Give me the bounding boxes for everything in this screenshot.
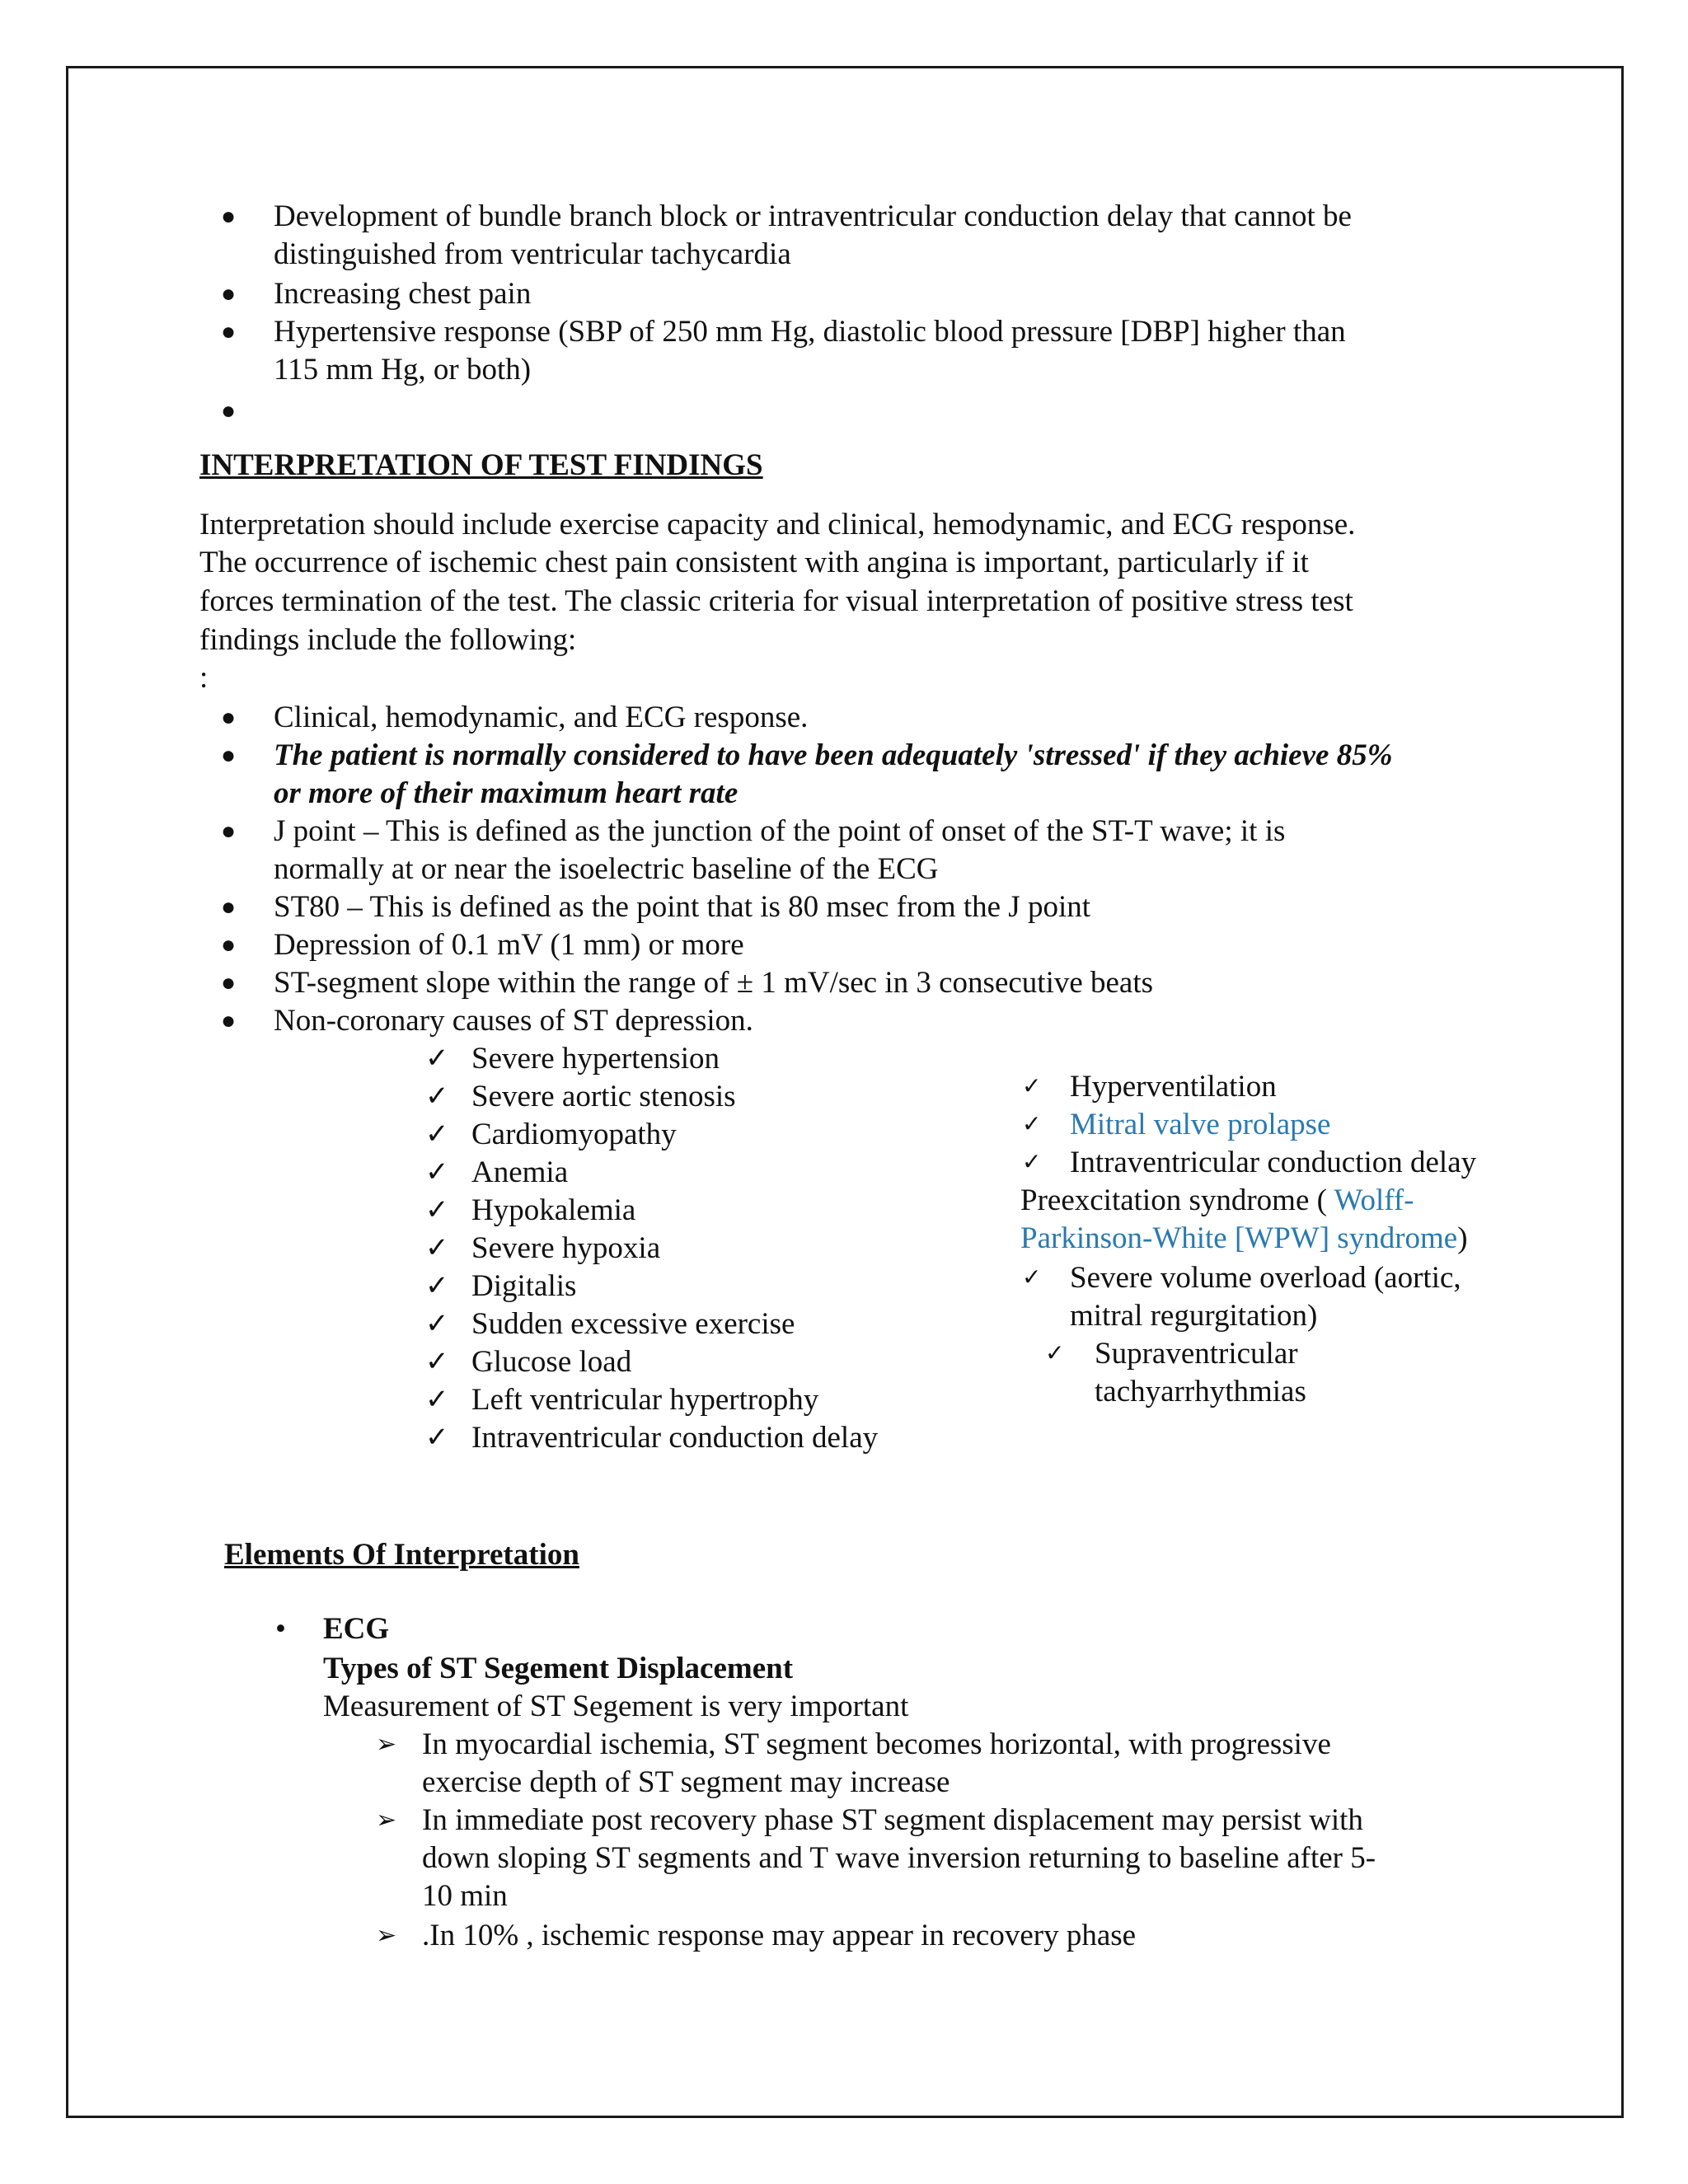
list-item: Sudden excessive exercise	[471, 1307, 795, 1341]
list-item: Left ventricular hypertrophy	[471, 1383, 819, 1417]
list-item: Glucose load	[471, 1345, 632, 1379]
list-item: Digitalis	[471, 1269, 577, 1303]
check-icon: ✓	[425, 1157, 449, 1188]
preexcitation-text: Preexcitation syndrome (	[1020, 1183, 1327, 1217]
bullet-icon: ●	[221, 893, 237, 921]
bullet-text: J point – This is defined as the junction of the point of onset of the ST-T wave; it is	[274, 814, 1286, 848]
point-text: In myocardial ischemia, ST segment becomes horizontal, with progressive	[422, 1727, 1331, 1761]
bullet-text: Increasing chest pain	[274, 277, 532, 311]
check-icon: ✓	[1045, 1341, 1065, 1366]
wpw-link[interactable]: Parkinson-White [WPW] syndrome	[1020, 1221, 1458, 1255]
bullet-text: Clinical, hemodynamic, and ECG response.	[274, 701, 809, 734]
list-item: Severe aortic stenosis	[471, 1080, 736, 1113]
arrow-bullet-icon: ➢	[376, 1922, 397, 1949]
bullet-icon: ●	[221, 742, 237, 769]
list-item: mitral regurgitation)	[1070, 1299, 1318, 1333]
bullet-text: 115 mm Hg, or both)	[274, 353, 532, 387]
list-item: Intraventricular conduction delay	[1070, 1146, 1477, 1179]
point-text: exercise depth of ST segment may increase	[422, 1765, 950, 1799]
arrow-bullet-icon: ➢	[376, 1807, 397, 1834]
bullet-text: Hypertensive response (SBP of 250 mm Hg, diastolic blood pressure [DBP] higher than	[274, 315, 1346, 349]
list-item: Hyperventilation	[1070, 1070, 1277, 1104]
bullet-text: ST80 – This is defined as the point that is 80 msec from the J point	[274, 890, 1091, 924]
check-icon: ✓	[425, 1271, 449, 1301]
check-icon: ✓	[425, 1119, 449, 1150]
list-item: Cardiomyopathy	[471, 1118, 677, 1151]
bullet-icon: ●	[221, 318, 237, 345]
check-icon: ✓	[1022, 1112, 1042, 1137]
bullet-icon: •	[275, 1612, 286, 1646]
list-item: Supraventricular	[1095, 1337, 1298, 1371]
bullet-text: ST-segment slope within the range of ± 1 mV/sec in 3 consecutive beats	[274, 966, 1154, 1000]
point-text: 10 min	[422, 1879, 508, 1913]
list-item: Intraventricular conduction delay	[471, 1421, 879, 1455]
list-item: Anemia	[471, 1155, 569, 1189]
bullet-icon: ●	[221, 818, 237, 845]
check-icon: ✓	[425, 1347, 449, 1377]
bullet-icon: ●	[221, 203, 237, 230]
check-icon: ✓	[1022, 1265, 1042, 1291]
bullet-icon: ●	[221, 969, 237, 996]
paragraph-line: findings include the following:	[199, 623, 577, 657]
list-item: Hypokalemia	[471, 1193, 636, 1227]
check-icon: ✓	[1022, 1150, 1042, 1175]
preexcitation-line	[1020, 1182, 1414, 1220]
arrow-bullet-icon: ➢	[376, 1731, 397, 1758]
check-icon: ✓	[425, 1043, 449, 1074]
preexcitation-line	[1020, 1220, 1468, 1258]
bullet-text: The patient is normally considered to have been adequately 'stressed' if they achieve 85%	[274, 738, 1393, 772]
bullet-text: or more of their maximum heart rate	[274, 776, 738, 810]
subheading: Types of ST Segement Displacement	[323, 1652, 794, 1685]
bullet-icon: ●	[221, 1007, 237, 1034]
check-icon: ✓	[425, 1309, 449, 1339]
list-item: Severe hypoxia	[471, 1231, 661, 1265]
bullet-text: distinguished from ventricular tachycardia	[274, 237, 791, 271]
check-icon: ✓	[425, 1233, 449, 1263]
intro-text: Measurement of ST Segement is very important	[323, 1690, 909, 1723]
bullet-icon: ●	[221, 931, 237, 958]
bullet-text: Depression of 0.1 mV (1 mm) or more	[274, 928, 744, 962]
section-heading: Elements Of Interpretation	[224, 1538, 579, 1572]
wpw-link[interactable]: Wolff-	[1326, 1183, 1414, 1217]
bullet-text: normally at or near the isoelectric baseline of the ECG	[274, 852, 939, 886]
section-heading: INTERPRETATION OF TEST FINDINGS	[199, 448, 763, 482]
check-icon: ✓	[425, 1385, 449, 1415]
paragraph-line: Interpretation should include exercise capacity and clinical, hemodynamic, and ECG response.	[199, 508, 1356, 541]
preexcitation-text: )	[1457, 1221, 1468, 1255]
check-icon: ✓	[425, 1195, 449, 1226]
list-item: tachyarrhythmias	[1095, 1375, 1306, 1408]
list-item: Severe hypertension	[471, 1042, 720, 1076]
check-icon: ✓	[425, 1422, 449, 1453]
paragraph-line: :	[199, 661, 209, 695]
point-text: down sloping ST segments and T wave inversion returning to baseline after 5-	[422, 1841, 1376, 1875]
bullet-icon: ●	[221, 704, 237, 731]
check-icon: ✓	[425, 1081, 449, 1112]
paragraph-line: forces termination of the test. The classic criteria for visual interpretation of positive stress test	[199, 584, 1353, 618]
point-text: .In 10% , ischemic response may appear in recovery phase	[422, 1919, 1137, 1952]
bullet-icon: ●	[221, 280, 237, 307]
bullet-text: Non-coronary causes of ST depression.	[274, 1004, 753, 1038]
bullet-icon: ●	[221, 397, 237, 424]
mitral-valve-prolapse-link[interactable]: Mitral valve prolapse	[1070, 1108, 1331, 1141]
list-item: Severe volume overload (aortic,	[1070, 1261, 1461, 1295]
paragraph-line: The occurrence of ischemic chest pain consistent with angina is important, particularly if it	[199, 546, 1309, 579]
bullet-text: Development of bundle branch block or intraventricular conduction delay that cannot be	[274, 199, 1352, 233]
point-text: In immediate post recovery phase ST segment displacement may persist with	[422, 1803, 1363, 1837]
ecg-label: ECG	[323, 1612, 390, 1646]
check-icon: ✓	[1022, 1074, 1042, 1099]
